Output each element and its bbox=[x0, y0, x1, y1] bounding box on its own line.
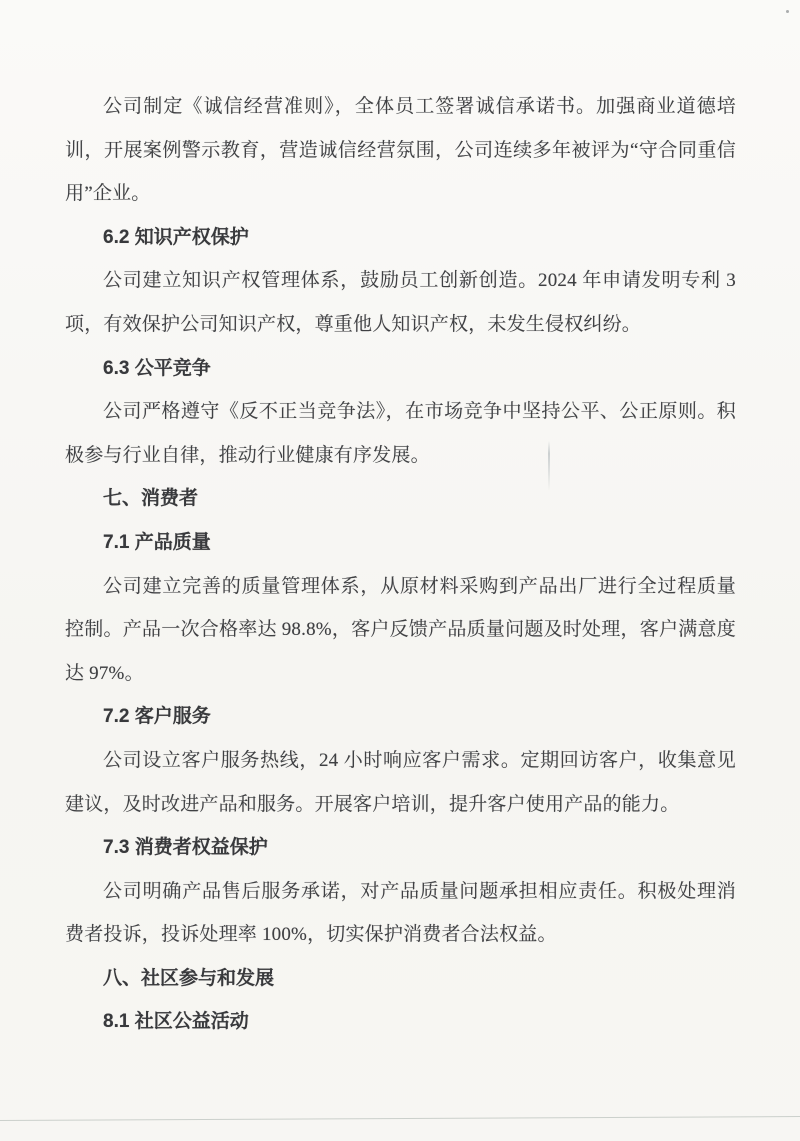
document-content bbox=[65, 0, 736, 1044]
paragraph-ip-protection: 公司建立知识产权管理体系，鼓励员工创新创造。2024 年申请发明专利 3 项，有效保护公司知识产权，尊重他人知识产权，未发生侵权纠纷。 bbox=[65, 270, 736, 335]
paragraph-customer-service: 公司设立客户服务热线，24 小时响应客户需求。定期回访客户，收集意见建议，及时改进产品和服务。开展客户培训，提升客户使用产品的能力。 bbox=[65, 749, 736, 815]
heading-8-community: 八、社区参与和发展 bbox=[103, 967, 275, 989]
heading-8-1-community-welfare: 8.1 社区公益活动 bbox=[103, 1011, 249, 1033]
paragraph-product-quality: 公司建立完善的质量管理体系，从原材料采购到产品出厂进行全过程质量控制。产品一次合格率达 98.8%，客户反馈产品质量问题及时处理，客户满意度达 97%。 bbox=[65, 575, 736, 684]
heading-7-1-product-quality: 7.1 产品质量 bbox=[103, 531, 211, 553]
heading-7-consumers: 七、消费者 bbox=[103, 488, 199, 510]
heading-6-2-ip-protection: 6.2 知识产权保护 bbox=[103, 226, 249, 248]
paragraph-integrity-management: 公司制定《诚信经营准则》，全体员工签署诚信承诺书。加强商业道德培训，开展案例警示教育，营造诚信经营氛围，公司连续多年被评为“守合同重信用”企业。 bbox=[65, 96, 736, 205]
heading-7-2-customer-service: 7.2 客户服务 bbox=[103, 706, 211, 728]
heading-7-3-consumer-rights: 7.3 消费者权益保护 bbox=[103, 837, 268, 859]
paragraph-fair-competition: 公司严格遵守《反不正当竞争法》，在市场竞争中坚持公平、公正原则。积极参与行业自律，推动行业健康有序发展。 bbox=[65, 401, 736, 466]
scan-artifact-paper-edge bbox=[0, 1116, 800, 1121]
scan-artifact-speck bbox=[786, 10, 789, 13]
heading-6-3-fair-competition: 6.3 公平竞争 bbox=[103, 357, 211, 379]
paragraph-consumer-rights: 公司明确产品售后服务承诺，对产品质量问题承担相应责任。积极处理消费者投诉，投诉处理率 100%，切实保护消费者合法权益。 bbox=[65, 880, 736, 946]
